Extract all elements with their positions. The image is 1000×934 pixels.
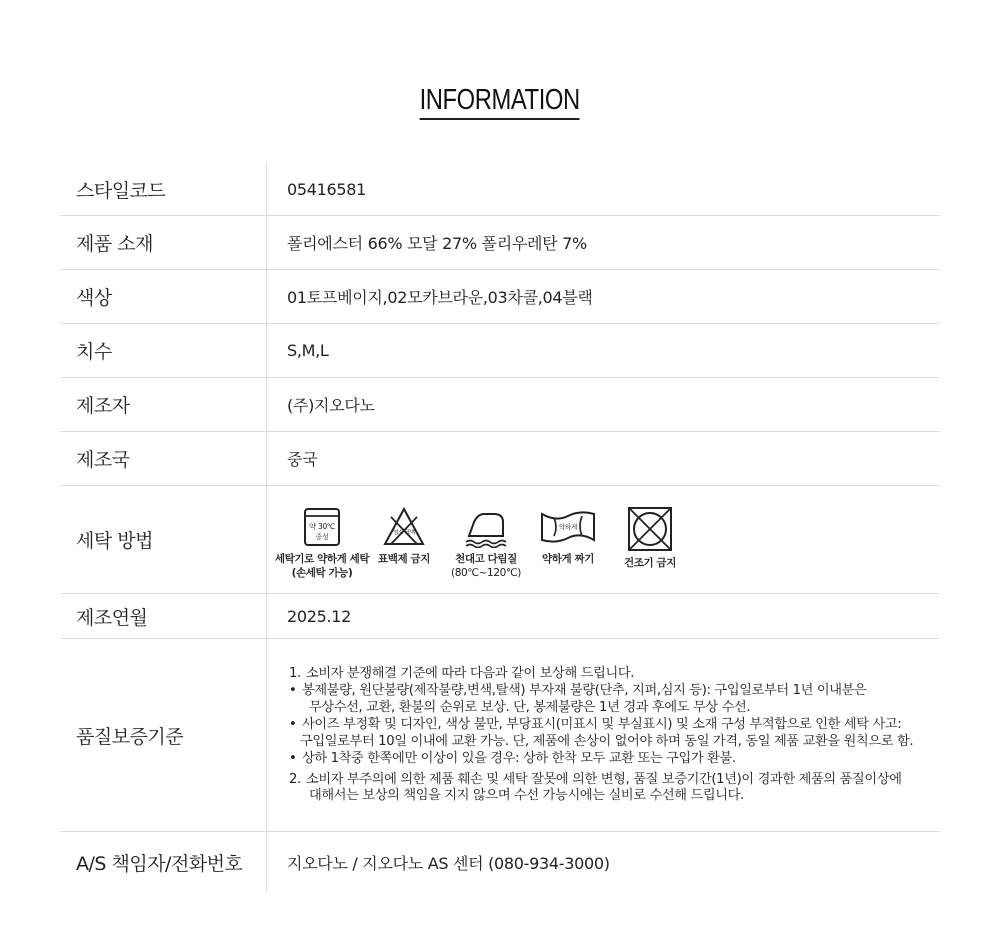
wash-item	[445, 506, 527, 580]
row-label: 품질보증기준	[60, 639, 267, 831]
quality-bullet	[289, 717, 901, 734]
bullet-text-cont: 무상수선, 교환, 환불의 순위로 보상. 단, 봉제불량은 1년 경과 후에도 무상 수선.	[309, 699, 751, 715]
bullet-text: 사이즈 부정확 및 디자인, 색상 불만, 부당표시(미표시 및 부실표시) 및 소재 구성 부적합으로 인한 세탁 사고:	[302, 717, 902, 732]
row-value: 지오다노 / 지오다노 AS 센터 (080-934-3000)	[287, 853, 610, 873]
row-date	[60, 594, 940, 639]
wash-item	[363, 506, 445, 566]
wash-caption	[275, 552, 369, 580]
wash-item	[274, 506, 370, 580]
wash-caption	[378, 552, 430, 566]
wash-item	[609, 506, 691, 570]
row-quality	[60, 639, 940, 832]
bleach-text-1: 염소	[392, 530, 404, 536]
row-value: 01토프베이지,02모카브라운,03차콜,04블랙	[287, 288, 593, 307]
item-text: 소비자 부주의에 의한 제품 훼손 및 세탁 잘못에 의한 변형, 품질 보증기간(1년)이 경과한 제품의 품질이상에	[306, 771, 902, 787]
row-label: 제조자	[60, 378, 267, 431]
row-wash	[60, 486, 940, 594]
item-text: 소비자 분쟁해결 기준에 따라 다음과 같이 보상해 드립니다.	[306, 665, 635, 681]
row-label: 제조국	[60, 432, 267, 485]
row-label: A/S 책임자/전화번호	[60, 832, 267, 892]
wash-icons	[267, 486, 940, 593]
row-color	[60, 270, 940, 324]
bullet-text: 봉제불량, 원단불량(제작불량,변색,탈색) 부자재 불량(단추, 지퍼,심지 등): 구입일로부터 1년 이내분은	[302, 683, 867, 698]
row-value: 2025.12	[287, 606, 352, 626]
quality-bullet	[289, 683, 866, 700]
item-text-cont: 대해서는 보상의 책임을 지지 않으며 수선 가능시에는 실비로 수선해 드립니다.	[309, 788, 744, 803]
row-label: 스타일코드	[60, 163, 267, 215]
bullet: •	[289, 751, 297, 766]
row-label: 제조연월	[60, 594, 267, 638]
row-country	[60, 432, 940, 486]
wash-neutral-text: 중성	[315, 533, 329, 541]
row-style-code	[60, 163, 940, 216]
gentle-wring-icon	[538, 506, 598, 548]
wash-caption-line: 세탁기로 약하게 세탁	[274, 553, 370, 565]
row-value: 중국	[287, 450, 318, 469]
row-label: 세탁 방법	[60, 486, 267, 593]
wash-caption	[624, 556, 676, 570]
bullet-text-cont: 구입일로부터 10일 이내에 교환 가능. 단, 제품에 손상이 없어야 하며 동일 가격, 동일 제품 교환을 원칙으로 함.	[300, 733, 914, 749]
wash-caption-line: (80℃~120℃)	[451, 567, 521, 579]
row-material	[60, 216, 940, 270]
row-label: 치수	[60, 324, 267, 377]
bleach-text-2: 표백	[404, 530, 416, 536]
row-as	[60, 832, 940, 892]
quality-bullet	[289, 751, 736, 768]
row-label: 제품 소재	[60, 216, 267, 269]
wash-caption-line: 건조기 금지	[624, 557, 676, 569]
row-value: S,M,L	[287, 341, 329, 360]
page-title: INFORMATION	[420, 82, 580, 120]
bullet: •	[289, 683, 297, 698]
wash-temp-text: 약 30℃	[308, 522, 336, 531]
bullet: •	[289, 717, 297, 732]
bullet-text: 상하 1착중 한쪽에만 이상이 있을 경우: 상하 한착 모두 교환 또는 구입가 환불.	[302, 751, 736, 766]
row-value: 05416581	[287, 179, 367, 199]
row-value: (주)지오다노	[287, 396, 375, 415]
wash-caption-line: 표백제 금지	[378, 553, 430, 565]
info-table	[60, 163, 940, 892]
row-value: 폴리에스터 66% 모달 27% 폴리우레탄 7%	[287, 234, 587, 253]
wash-caption	[451, 552, 521, 580]
row-maker	[60, 378, 940, 432]
wash-caption-line: 약하게 짜기	[542, 553, 594, 565]
quality-item-1	[289, 666, 634, 683]
quality-item-2	[289, 772, 902, 789]
item-number: 2.	[289, 771, 301, 787]
info-title-wrap	[0, 82, 1000, 120]
no-bleach-icon	[382, 506, 426, 548]
wring-text: 약하게	[559, 523, 577, 531]
no-tumble-dry-icon	[627, 506, 673, 552]
iron-cloth-icon	[464, 506, 508, 548]
item-number: 1.	[289, 665, 301, 681]
wash-item	[527, 506, 609, 566]
quality-text	[267, 639, 940, 831]
row-size	[60, 324, 940, 378]
wash-caption-line: (손세탁 가능)	[291, 567, 353, 579]
wash-caption-line: 천대고 다림질	[455, 553, 517, 565]
row-label: 색상	[60, 270, 267, 323]
machine-wash-gentle-icon	[302, 506, 342, 548]
wash-caption	[542, 552, 594, 566]
